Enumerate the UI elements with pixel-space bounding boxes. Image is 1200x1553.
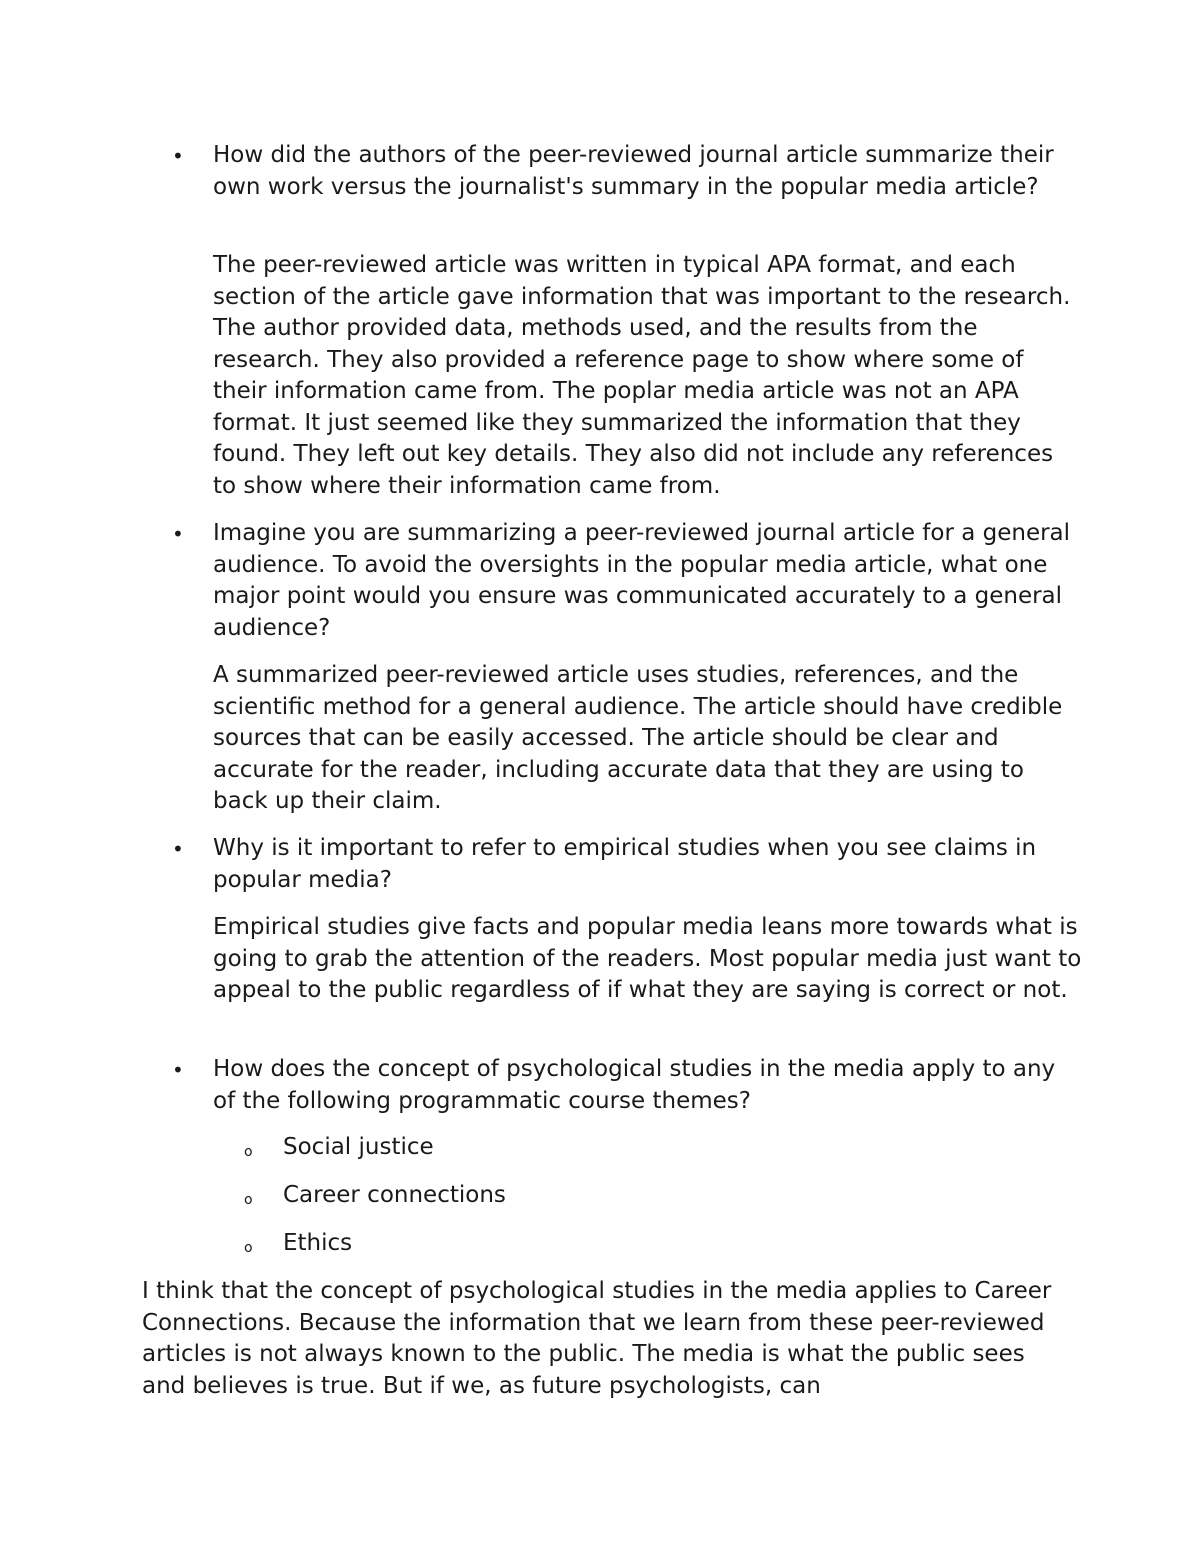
question-2: Imagine you are summarizing a peer-reviewed journal article for a general audience. To avoid the oversights in the popular media article, what one major point would you ensure was communicated accurately to a general audience? [213,520,1071,641]
bullet-marker: • [172,144,184,168]
bullet-marker: • [172,1058,184,1082]
sub-bullet-marker: o [244,1192,253,1208]
bullet-marker: • [172,522,184,546]
question-1: How did the authors of the peer-reviewed journal article summarize their own work versus the journalist's summary in the popular media article? [213,142,1054,200]
theme-social-justice: Social justice [283,1134,434,1160]
theme-ethics: Ethics [283,1230,353,1256]
question-3: Why is it important to refer to empirical studies when you see claims in popular media? [213,835,1037,893]
sub-bullet-marker: o [244,1144,253,1160]
answer-2: A summarized peer-reviewed article uses studies, references, and the scientific method for a general audience. The article should have credible sources that can be easily accessed. The article should be clear and accurate for the reader, including accurate data that they are using to back up their claim. [213,662,1063,814]
answer-3: Empirical studies give facts and popular media leans more towards what is going to grab the attention of the readers. Most popular media just want to appeal to the public regardless of if what they are saying is correct or not. [213,914,1082,1003]
bullet-marker: • [172,837,184,861]
sub-bullet-marker: o [244,1240,253,1256]
answer-1: The peer-reviewed article was written in typical APA format, and each section of the article gave information that was important to the research. The author provided data, methods used, and the results from the research. They also provided a reference page to show where some of their information came from. The poplar media article was not an APA format. It just seemed like they summarized the information that they found. They left out key details. They also did not include any references to show where their information came from. [213,252,1071,499]
theme-career-connections: Career connections [283,1182,506,1208]
closing-paragraph: I think that the concept of psychological studies in the media applies to Career Connections. Because the information that we learn from these peer-reviewed articles is not always known to the public. The media is what the public sees and believes is true. But if we, as future psychologists, can [142,1278,1052,1399]
question-4: How does the concept of psychological studies in the media apply to any of the following programmatic course themes? [213,1056,1056,1114]
